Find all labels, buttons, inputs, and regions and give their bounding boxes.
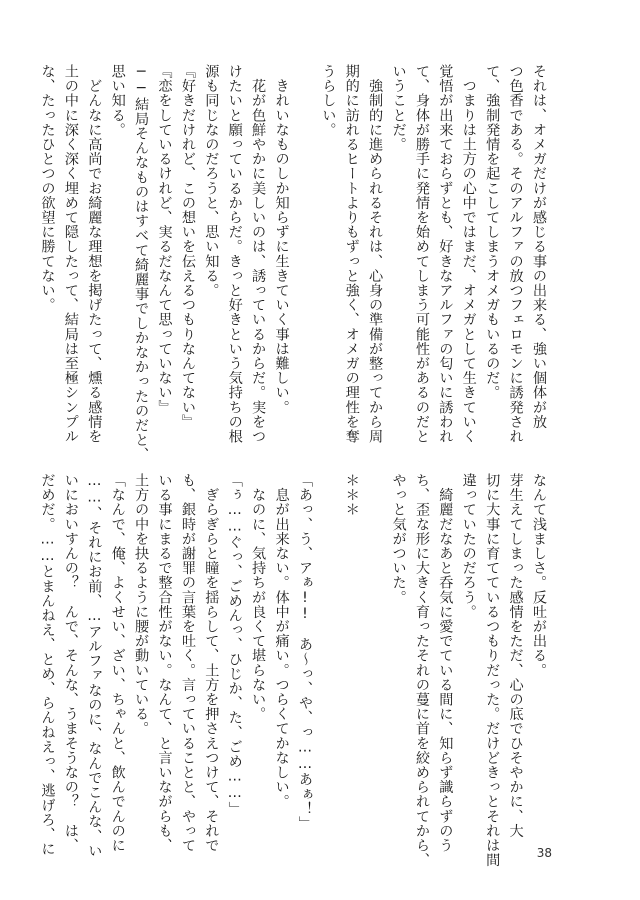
text-line: 土方の中を抉るように腰が動いている。: [133, 473, 150, 736]
text-line: 「ぅ……ぐっ、ごめんっ、ひじか、た、ごめ……」: [226, 473, 243, 816]
text-line: きれいなものしか知らずに生きていく事は難しい。: [273, 64, 290, 415]
text-line: ──結局そんなものはすべて綺麗事でしかなかったのだと、: [133, 64, 150, 462]
text-line: な、たったひとつの欲望に勝てない。: [39, 64, 56, 313]
text-line: だめだ。……とまんねえ、とめ、らんねえっ、逃げろ、に: [39, 473, 56, 857]
text-line: 『好きだけれど、この想いを伝えるつもりなんてない』: [179, 64, 196, 429]
text-line: 綺麗だなあと呑気に愛でている間に、知らず識らずのう: [437, 473, 454, 853]
text-line: ち、歪な形に大きく育ったそれの蔓に首を絞められてから、: [413, 473, 430, 868]
text-line: 『恋をしているけれど、実るだなんて思っていない』: [156, 64, 173, 415]
text-line: 「あっ、う、アぁ!! あ〜っ、や、っ……あぁ！」: [296, 473, 313, 831]
text-line: 強制的に進められるそれは、心身の準備が整ってから周: [367, 64, 384, 444]
text-line: 切に大事に育てているつもりだった。だけどきっとそれは間: [484, 473, 501, 868]
text-line: 芽生えてしまった感情をただ、心の底でひそやかに、大: [507, 473, 524, 838]
text-line: つ色香である。そのアルファの放つフェロモンに誘発され: [507, 64, 524, 444]
text-line: いうことだ。: [390, 64, 407, 152]
text-line: 「なんで、俺、よくせい、ざい、ちゃんと、飲んでんのに: [109, 473, 126, 853]
text-line: 土の中に深く深く埋めて隠したって、結局は至極シンプル: [62, 64, 79, 444]
text-line: 息が出来ない。体中が痛い。つらくてかなしい。: [273, 473, 290, 809]
text-line: けたいと願っているからだ。きっと好きという気持ちの根: [226, 64, 243, 444]
text-line: いにおいすんの？ んで、そんな、うまそうなの？ は、: [62, 473, 79, 853]
text-line: それは、オメガだけが感じる事の出来る、強い個体が放: [531, 64, 547, 429]
text-line: 期的に訪れるヒートよりもずっと強く、オメガの理性を奪: [343, 64, 360, 444]
text-line: 覚悟が出来ておらずとも、好きなアルファの匂いに誘われ: [437, 64, 454, 444]
text-line: 思い知る。: [109, 64, 126, 137]
text-line: て、強制発情を起こしてしまうオメガもいるのだ。: [484, 64, 501, 400]
blank-line: [316, 473, 339, 833]
text-line: やっと気がついた。: [390, 473, 407, 605]
text-line: 源も同じなのだろうと、思い知る。: [203, 64, 220, 298]
text-line: ……、それにお前、…アルファなのに、なんでこんな、い: [86, 473, 103, 858]
text-line: ＊＊＊: [343, 473, 360, 517]
text-line: どんなに高尚でお綺麗な理想を掲げたって、燻る感情を: [86, 64, 103, 444]
text-line: いる事にまるで整合性がない。なんて、と言いながらも、: [156, 473, 173, 853]
blank-line: [293, 64, 316, 424]
text-line: 違っていたのだろう。: [460, 473, 477, 619]
text-line: つまりは土方の心中ではまだ、オメガとして生きていく: [460, 64, 477, 444]
text-line: なんて浅ましさ。反吐が出る。: [531, 473, 547, 678]
text-line: なのに、気持ちが良くて堪らない。: [250, 473, 267, 722]
text-line: て、身体が勝手に発情を始めてしまう可能性があるのだと: [413, 64, 430, 444]
text-line: うらしい。: [320, 64, 337, 137]
text-line: 花が色鮮やかに美しいのは、誘っているからだ。実をつ: [250, 64, 267, 444]
page-number: 38: [536, 846, 552, 860]
blank-line: [363, 473, 386, 833]
text-line: ぎらぎらと瞳を揺らして、土方を押さえつけて、それで: [203, 473, 220, 853]
text-line: も、銀時が謝罪の言葉を吐く。言っていることと、やって: [179, 473, 196, 853]
upper-text-block: [39, 64, 550, 462]
